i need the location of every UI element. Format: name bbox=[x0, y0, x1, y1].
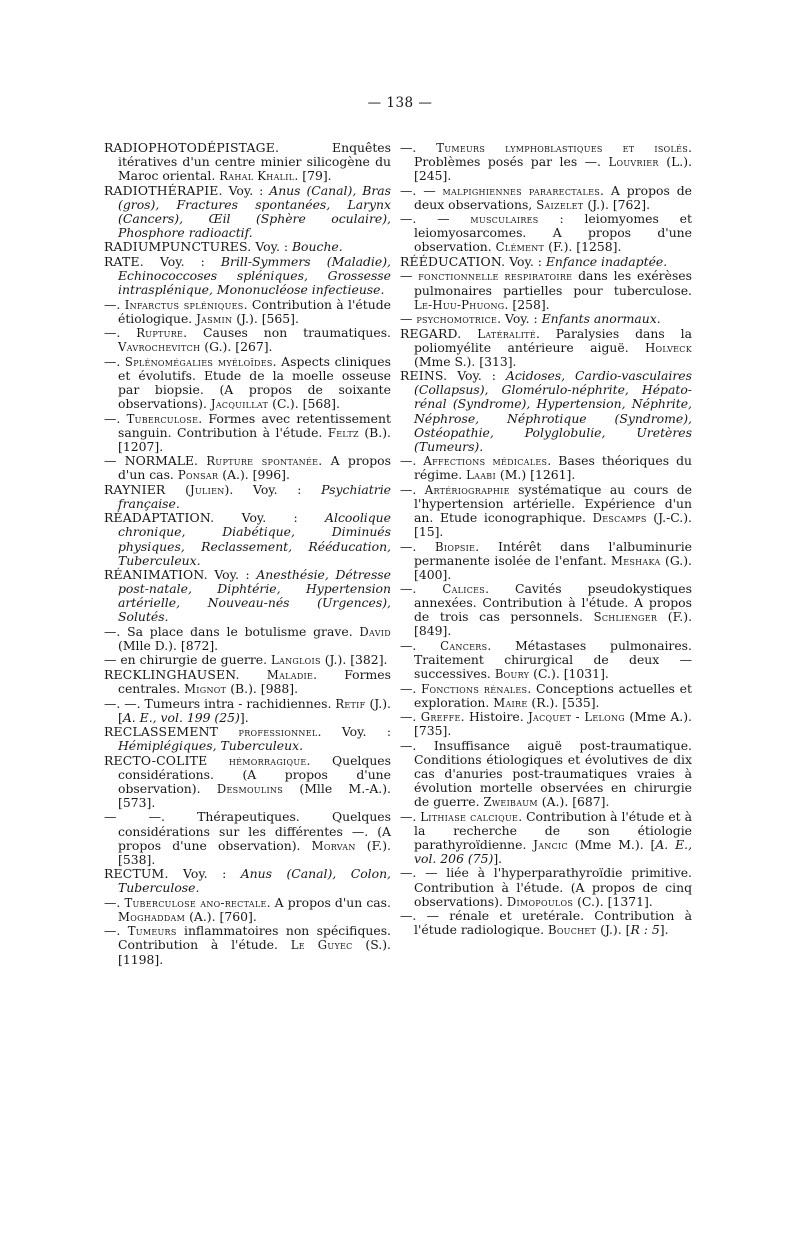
entry-text: Enfance inadaptée. bbox=[545, 253, 668, 269]
index-entry bbox=[104, 298, 391, 326]
entry-text: Enquêtes itératives d'un centre minier silicogène du Maroc oriental. bbox=[118, 140, 391, 184]
entry-text bbox=[240, 667, 267, 682]
entry-text: Latéralité bbox=[477, 326, 536, 341]
entry-text: Enfants anormaux. bbox=[541, 311, 661, 327]
entry-text: —. bbox=[104, 296, 125, 312]
entry-text: —. bbox=[104, 353, 125, 369]
entry-text: Tumeurs lymphoblastiques et isolés bbox=[436, 141, 689, 155]
entry-text: (C.). [568]. bbox=[268, 396, 340, 412]
entry-text: (J.). [ bbox=[118, 695, 391, 725]
entry-text: (Mlle M.-A.). [573]. bbox=[118, 780, 391, 810]
entry-text: : leiomyomes et leiomyosarcomes. A propos d'une observation. bbox=[414, 211, 692, 255]
entry-text: —. — liée à l'hyperparathyroïdie primitive. Contribution à l'étude. (A propos de cinq observations). bbox=[400, 865, 692, 909]
index-entry bbox=[400, 639, 692, 681]
entry-text: —. bbox=[400, 680, 422, 696]
entry-text: . Paralysies dans la poliomyélite antérieure aiguë. bbox=[414, 325, 692, 355]
index-entry bbox=[400, 540, 692, 582]
entry-text: dans les exérèses pulmonaires partielles pour tuberculose. bbox=[414, 268, 692, 298]
entry-text: Boury bbox=[494, 667, 530, 682]
entry-text: Voy. : bbox=[447, 368, 506, 384]
index-entry bbox=[104, 240, 391, 254]
entry-text: Psychiatrie française. bbox=[118, 481, 392, 511]
entry-text: Bouche. bbox=[291, 239, 343, 255]
entry-text: (R.). [535]. bbox=[527, 694, 600, 710]
index-entry bbox=[104, 625, 391, 653]
entry-text: RADIOPHOTODÉPISTAGE. bbox=[104, 140, 280, 155]
entry-text: (M.) [1261]. bbox=[495, 467, 576, 483]
entry-text: —. bbox=[104, 923, 128, 939]
entry-text: A. E., vol. 199 (25) bbox=[122, 709, 240, 725]
entry-text: . [258]. bbox=[504, 296, 550, 312]
entry-text: Moghaddam bbox=[118, 909, 186, 924]
index-entry bbox=[104, 725, 391, 753]
entry-text: RADIOTHÉRAPIE. bbox=[104, 182, 223, 198]
entry-text: Rupture spontanée bbox=[206, 454, 319, 469]
index-entry bbox=[104, 141, 391, 183]
entry-text: Voy. : bbox=[207, 567, 257, 583]
entry-text: (B.). [988]. bbox=[226, 681, 299, 697]
entry-text: Laabi bbox=[466, 468, 496, 483]
entry-text: Lithiase calcique bbox=[420, 809, 519, 824]
entry-text: (J.). [ bbox=[596, 922, 631, 938]
index-entry bbox=[104, 653, 391, 667]
entry-text: psychomotrice bbox=[416, 312, 498, 327]
entry-text: . Contribution à l'étude étiologique. bbox=[118, 296, 391, 326]
entry-text: Hémiplégiques, Tuberculeux. bbox=[118, 738, 304, 754]
entry-text: Julien bbox=[190, 482, 225, 497]
index-entry bbox=[400, 454, 692, 482]
entry-text: . Cavités pseudokystiques annexées. Contribution à l'étude. A propos de trois cas personnels. bbox=[414, 581, 692, 625]
entry-text: Descamps bbox=[592, 510, 647, 525]
entry-text: (A.). [687]. bbox=[537, 794, 610, 810]
entry-text: Anus (Canal), Bras (gros), Fractures spontanées, Larynx (Cancers), Œil (Sphère oculaire), Phosphore radioactif. bbox=[118, 182, 391, 240]
entry-text: —. bbox=[104, 894, 125, 910]
index-entry bbox=[104, 255, 391, 297]
index-entry bbox=[400, 141, 692, 183]
index-entry bbox=[104, 184, 391, 240]
entry-text: . Intérêt dans l'albuminurie permanente isolée de l'enfant. bbox=[414, 538, 692, 568]
entry-text: (A.). [760]. bbox=[185, 908, 257, 924]
entry-text: REGARD. bbox=[400, 325, 462, 341]
entry-text: (J.). [382]. bbox=[320, 652, 388, 668]
index-entry bbox=[104, 511, 391, 567]
entry-text: malpighiennes pararectales bbox=[442, 183, 601, 198]
index-entry bbox=[400, 369, 692, 454]
entry-text: A. E., vol. 206 (75) bbox=[414, 836, 693, 866]
index-entry bbox=[104, 668, 391, 696]
entry-text: Jasmin bbox=[196, 311, 233, 326]
entry-text: (F.). [1258]. bbox=[544, 239, 622, 255]
index-entry bbox=[400, 682, 692, 710]
entry-text: RAYNIER bbox=[104, 481, 166, 497]
entry-text bbox=[461, 326, 477, 341]
entry-text: . A propos de deux observations, bbox=[414, 182, 692, 212]
entry-text: —. — bbox=[400, 182, 443, 198]
entry-text: inflammatoires non spécifiques. Contribution à l'étude. bbox=[118, 923, 391, 953]
entry-text: Louvrier bbox=[608, 155, 659, 170]
index-entry bbox=[400, 810, 692, 866]
entry-text: RECKLINGHAUSEN. bbox=[104, 666, 240, 682]
entry-text: —. bbox=[400, 453, 424, 469]
entry-text: Feltz bbox=[327, 425, 359, 440]
entry-text: —. bbox=[400, 581, 443, 597]
index-entry bbox=[104, 896, 391, 924]
entry-text: . Histoire. bbox=[460, 709, 529, 725]
entry-text: Cancers bbox=[440, 638, 488, 653]
entry-text: Le Guyec bbox=[290, 938, 353, 953]
right-column bbox=[400, 141, 692, 937]
entry-text: Voy. : bbox=[222, 182, 270, 198]
entry-text: (Mlle D.). [872]. bbox=[118, 637, 219, 653]
index-entry bbox=[104, 483, 391, 511]
entry-text: —. bbox=[400, 538, 436, 554]
index-entry bbox=[400, 866, 692, 908]
entry-text: — bbox=[400, 311, 417, 327]
entry-text: —. bbox=[104, 325, 137, 341]
left-column bbox=[104, 141, 391, 967]
entry-text: Zweibaum bbox=[483, 795, 538, 810]
entry-text: RÉADAPTATION. bbox=[104, 510, 215, 526]
entry-text: Voy. : bbox=[214, 510, 326, 526]
entry-text: Meshaka bbox=[611, 553, 661, 568]
entry-text: professionnel bbox=[238, 725, 318, 740]
entry-text: musculaires bbox=[470, 212, 539, 227]
index-entry bbox=[104, 412, 391, 454]
entry-text: (J.). [565]. bbox=[232, 310, 299, 326]
entry-text: . Quelques considérations. (A propos d'une observation). bbox=[118, 752, 391, 796]
entry-text: (G.). [400]. bbox=[414, 552, 692, 582]
entry-text: systématique au cours de l'hypertension artérielle. Expérience d'un an. Etude iconographique. bbox=[414, 481, 692, 525]
entry-text: (Mme S.). [313]. bbox=[414, 353, 517, 369]
entry-text: Tumeurs bbox=[127, 924, 177, 939]
entry-text: . A propos d'un cas. bbox=[266, 894, 391, 910]
entry-text: . Contribution à l'étude et à la recherche de son étiologie parathyroïdienne. bbox=[414, 808, 692, 852]
entry-text: . A propos d'un cas. bbox=[118, 453, 391, 483]
entry-text: —. —. Tumeurs intra - rachidiennes. bbox=[104, 695, 336, 711]
entry-text: Le-Huu-Phuong bbox=[414, 297, 505, 312]
entry-text: Biopsie bbox=[435, 539, 476, 554]
entry-text: . Formes avec retentissement sanguin. Contribution à l'étude. bbox=[118, 410, 391, 440]
entry-text: Alcoolique chronique, Diabétique, Diminués physiques, Reclassement, Rééducation, Tuberculeux. bbox=[118, 510, 391, 568]
entry-text: . Métastases pulmonaires. Traitement chirurgical de deux — successives. bbox=[414, 637, 692, 682]
entry-text: (C.). [1031]. bbox=[529, 666, 609, 682]
index-entry bbox=[104, 754, 391, 810]
entry-text: fonctionnelle respiratoire bbox=[418, 269, 573, 284]
entry-text: (S.). [1198]. bbox=[118, 937, 391, 967]
entry-text: — bbox=[400, 268, 419, 284]
entry-text: REINS. bbox=[400, 368, 448, 384]
entry-text: ( bbox=[165, 481, 191, 497]
entry-text: RÉÉDUCATION. bbox=[400, 253, 506, 269]
index-entry bbox=[400, 269, 692, 311]
entry-text: Saizelet bbox=[536, 197, 584, 212]
entry-text: (C.). [1371]. bbox=[573, 893, 653, 909]
entry-text: —. — rénale et uretérale. Contribution à l'étude radiologique. bbox=[400, 908, 692, 938]
entry-text: RECLASSEMENT bbox=[104, 724, 219, 740]
entry-text: Voy. : bbox=[168, 866, 241, 882]
entry-text: (F.). [849]. bbox=[414, 609, 693, 639]
entry-text: Maladie bbox=[266, 667, 314, 682]
entry-text: (Mme M.). [ bbox=[567, 836, 656, 852]
entry-text: Bouchet bbox=[547, 923, 597, 938]
index-entry bbox=[104, 810, 391, 866]
entry-text: —. — bbox=[400, 211, 471, 227]
entry-text: —. bbox=[400, 637, 441, 653]
entry-text: Voy. : bbox=[143, 253, 221, 269]
entry-text: ). Voy. : bbox=[224, 481, 322, 497]
entry-text: Fonctions rénales bbox=[421, 681, 528, 696]
entry-text: RÉANIMATION. bbox=[104, 567, 208, 583]
entry-text: Schlienger bbox=[593, 610, 658, 625]
entry-text: Voy. : bbox=[505, 253, 546, 269]
entry-text: (A.). [996]. bbox=[218, 467, 290, 483]
index-entry bbox=[104, 697, 391, 725]
entry-text: —. Sa place dans le botulisme grave. bbox=[104, 623, 360, 639]
entry-text: . Bases théoriques du régime. bbox=[414, 453, 693, 483]
entry-text bbox=[207, 753, 228, 768]
entry-text: RECTO-COLITE bbox=[104, 752, 208, 768]
entry-text: hémorragique bbox=[228, 753, 307, 768]
entry-text: Holveck bbox=[645, 340, 692, 355]
entry-text: ]. bbox=[659, 922, 669, 938]
entry-text: Rahal Khalil bbox=[219, 169, 295, 184]
entry-text: Rupture bbox=[136, 326, 184, 341]
index-entry bbox=[400, 582, 692, 638]
entry-text: — NORMALE. bbox=[104, 453, 207, 469]
entry-text: . Voy. : bbox=[317, 724, 391, 740]
index-entry bbox=[104, 326, 391, 354]
index-entry bbox=[400, 312, 692, 326]
index-entry bbox=[400, 255, 692, 269]
entry-text: Desmoulins bbox=[216, 781, 284, 796]
entry-text: Jacquillat bbox=[210, 397, 269, 412]
entry-text: RATE. bbox=[104, 253, 144, 269]
entry-text: Infarctus spléniques bbox=[124, 297, 244, 312]
entry-text: (J.-C.). [15]. bbox=[414, 509, 692, 540]
index-entry bbox=[400, 327, 692, 369]
index-entry bbox=[400, 909, 692, 937]
index-entry bbox=[400, 483, 692, 539]
entry-text: Clément bbox=[495, 240, 545, 255]
entry-text: Anesthésie, Détresse post-natale, Diphtérie, Hypertension artérielle, Nouveau-nés (Urgences), Solutés. bbox=[118, 567, 391, 625]
entry-text: David bbox=[359, 624, 391, 639]
entry-text: ]. bbox=[493, 850, 503, 866]
entry-text: Langlois bbox=[270, 653, 321, 668]
entry-text: . Causes non traumatiques. bbox=[183, 325, 391, 341]
index-entry bbox=[104, 867, 391, 895]
entry-text: Voy. : bbox=[251, 239, 292, 255]
entry-text: Anus (Canal), Colon, Tuberculose. bbox=[118, 866, 391, 896]
entry-text: Tuberculose bbox=[126, 411, 199, 426]
entry-text: (B.). [1207]. bbox=[118, 424, 391, 454]
entry-text: Artériographie bbox=[424, 482, 510, 497]
index-entry bbox=[104, 568, 391, 624]
entry-text: —. bbox=[400, 709, 421, 725]
entry-text: Acidoses, Cardio-vasculaires (Collapsus), Glomérulo-néphrite, Hépato-rénal (Syndrome), Hypertension, Néphrite, Néphrose, Néphrotique (Syndrome), Ostéopathie, Polyglobulie, Uretères (Tumeurs). bbox=[414, 368, 692, 454]
entry-text: . Aspects cliniques et évolutifs. Etude de la moelle osseuse par biopsie. (A propos de soixante observations). bbox=[118, 353, 391, 412]
index-entry bbox=[104, 355, 391, 411]
entry-text bbox=[218, 724, 238, 739]
entry-text: Greffe bbox=[420, 710, 461, 725]
entry-text: Ponsar bbox=[177, 468, 219, 483]
index-entry bbox=[104, 924, 391, 966]
index-entry bbox=[400, 212, 692, 254]
entry-text: . Voy. : bbox=[497, 311, 542, 327]
entry-text: RADIUMPUNCTURES. bbox=[104, 239, 252, 255]
entry-text: ]. bbox=[239, 709, 249, 725]
index-entry bbox=[400, 739, 692, 809]
entry-text: Dimopoulos bbox=[506, 894, 574, 909]
entry-text: — —. Thérapeutiques. Quelques considérations sur les différentes —. (A propos d'une observation). bbox=[104, 809, 391, 853]
entry-text: Retif bbox=[335, 696, 366, 711]
entry-text: Calices bbox=[442, 582, 486, 597]
entry-text: Jancic bbox=[533, 837, 568, 852]
entry-text: . Formes centrales. bbox=[118, 666, 391, 697]
index-entry bbox=[400, 184, 692, 212]
entry-text: (F.). [538]. bbox=[118, 837, 391, 867]
entry-text: . Problèmes posés par les —. bbox=[414, 140, 692, 170]
entry-text: . Conceptions actuelles et exploration. bbox=[414, 680, 692, 710]
page-number: — 138 — bbox=[367, 95, 433, 111]
entry-text: —. bbox=[400, 140, 437, 155]
entry-text: —. bbox=[400, 808, 421, 824]
entry-text: Mignot bbox=[184, 682, 227, 697]
entry-text: Vavrochevitch bbox=[118, 340, 201, 355]
entry-text: R : 5 bbox=[630, 922, 660, 938]
entry-text: (Mme A.). [735]. bbox=[414, 709, 692, 739]
entry-text: —. bbox=[400, 481, 425, 497]
entry-text: —. Insuffisance aiguë post-traumatique. Conditions étiologiques et évolutives de dix cas d'anuries post-traumatiques vraies à évolution mortelle observées en chirurgie de guerre. bbox=[400, 737, 692, 810]
entry-text: Morvan bbox=[311, 838, 356, 853]
entry-text: (J.). [762]. bbox=[583, 196, 651, 212]
entry-text: Maire bbox=[493, 695, 528, 710]
entry-text: . [79]. bbox=[294, 168, 332, 184]
entry-text: (G.). [267]. bbox=[200, 339, 273, 355]
entry-text: — en chirurgie de guerre. bbox=[104, 652, 271, 668]
entry-text: Jacquet - Lelong bbox=[528, 710, 625, 725]
entry-text: Affections médicales bbox=[423, 454, 548, 469]
entry-text: (L.). [245]. bbox=[414, 154, 693, 184]
entry-text: Splénomégalies myéloïdes bbox=[124, 354, 273, 369]
entry-text: Brill-Symmers (Maladie), Echinococcoses spléniques, Grossesse intrasplénique, Mononucléose infectieuse. bbox=[118, 253, 391, 298]
index-entry bbox=[400, 710, 692, 738]
entry-text: RECTUM. bbox=[104, 866, 169, 882]
entry-text: —. bbox=[104, 410, 127, 426]
index-entry bbox=[104, 454, 391, 482]
entry-text: Tuberculose ano-rectale bbox=[124, 895, 267, 910]
